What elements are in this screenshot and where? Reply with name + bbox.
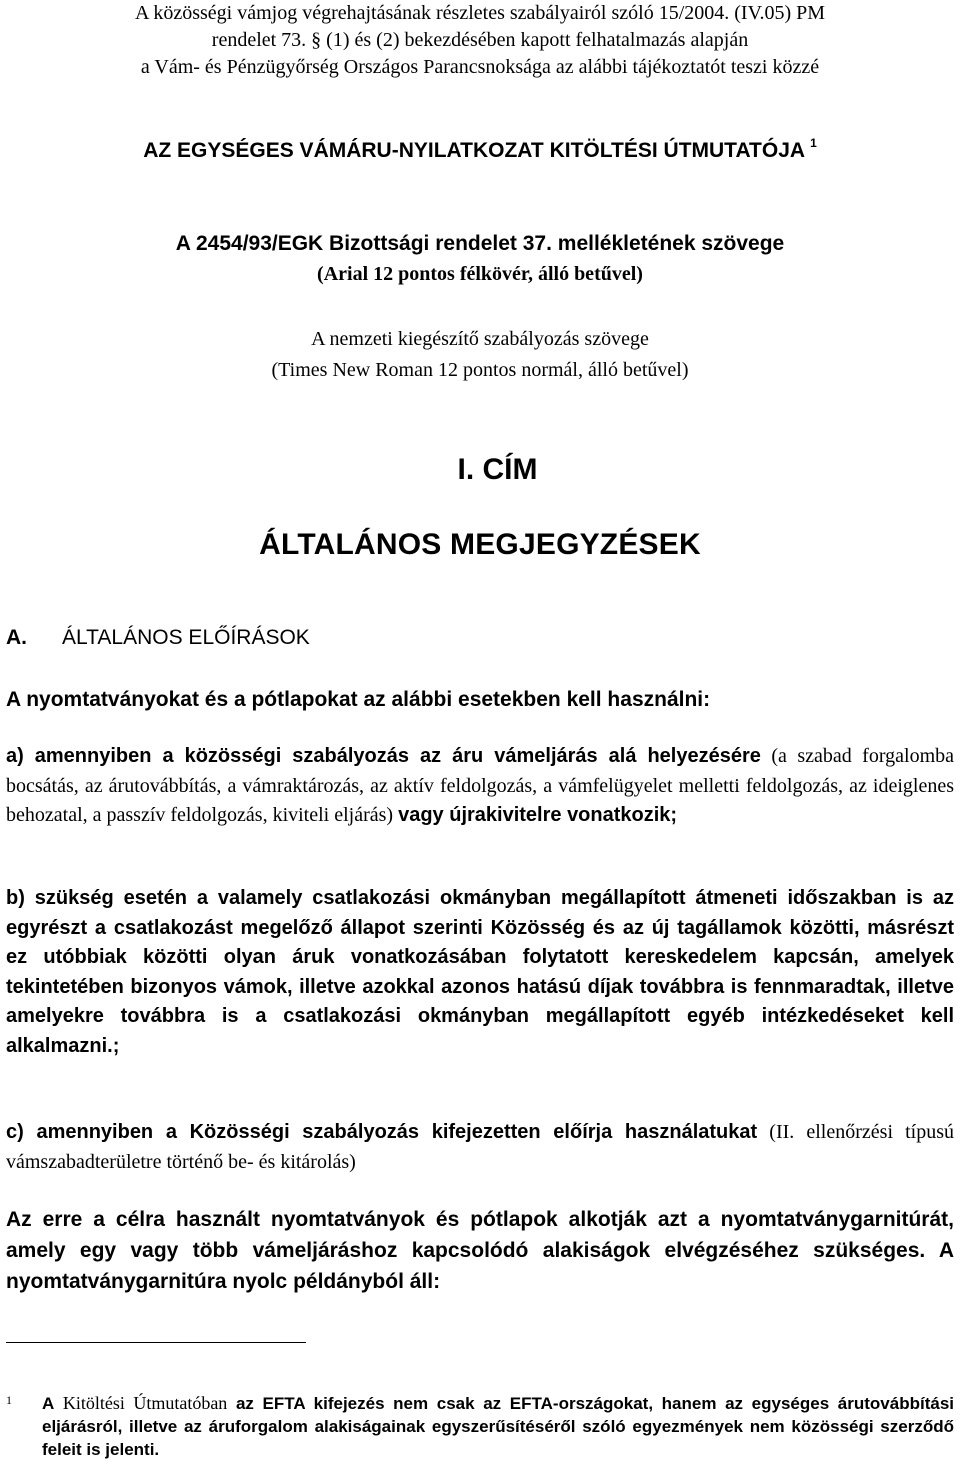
item-a-normal: (a szabad forgalomba bocsátás, az árutovábbítás, a vámraktározás, az aktív feldolgozás, a vámfelügyelet melletti feldolgozás, az ideiglenes behozatal, a passzív feldolgozás, kiviteli eljárás) xyxy=(6,745,955,826)
legend-normal-line: (Times New Roman 12 pontos normál, álló betűvel) xyxy=(271,359,689,381)
intro-line: rendelet 73. § (1) és (2) bekezdésében kapott felhatalmazás alapján xyxy=(211,29,749,51)
footnote-mark: 1 xyxy=(6,1393,12,1407)
item-c-bold: c) amennyiben a Közösségi szabályozás kifejezetten előírja használatukat xyxy=(6,1121,758,1143)
list-item-c xyxy=(6,1118,954,1177)
section-label: A. xyxy=(6,626,27,649)
lead-sentence: A nyomtatványokat és a pótlapokat az alábbi esetekben kell használni: xyxy=(6,688,711,711)
document-title xyxy=(0,138,960,163)
section-title: ÁLTALÁNOS ELŐÍRÁSOK xyxy=(62,626,310,649)
legend-normal-line: A nemzeti kiegészítő szabályozás szövege xyxy=(311,328,649,350)
legend-bold-line: (Arial 12 pontos félkövér, álló betűvel) xyxy=(317,263,643,285)
footnote xyxy=(6,1392,954,1461)
document-title-text: AZ EGYSÉGES VÁMÁRU-NYILATKOZAT KITÖLTÉSI ÚTMUTATÓJA xyxy=(143,139,805,162)
footnote-bold-rest: az EFTA kifejezés nem csak az EFTA-országokat, hanem az egységes árutovábbítási eljárásról, illetve az áruforgalom alakiságainak egyszerűsítéséről szóló egyezmények nem közösségi szerződő feleit is jelenti. xyxy=(42,1394,954,1459)
legend-normal xyxy=(0,324,960,386)
intro-block xyxy=(0,0,960,81)
item-b-bold: b) szükség esetén a valamely csatlakozási okmányban megállapított átmeneti időszakban is az egyrészt a csatlakozást megelőző állapot szerinti Közösség és az új tagállamok közötti, másrészt ez utóbbiak közötti olyan áruk vonatkozásában folytatott kereskedelem kapcsán, amelyek tekintetében bizonyos vámok, illetve azokkal azonos hatású díjak továbbra is fennmaradtak, illetve amelyekre továbbra is a csatlakozási okmányban megállapított egyéb intézkedéseket kell alkalmazni.; xyxy=(6,887,954,1057)
footnote-text xyxy=(42,1392,954,1461)
intro-line: a Vám- és Pénzügyőrség Országos Parancsnoksága az alábbi tájékoztatót teszi közzé xyxy=(140,56,820,78)
intro-line: A közösségi vámjog végrehajtásának részletes szabályairól szóló 15/2004. (IV.05) PM xyxy=(134,2,826,24)
chapter-title: ÁLTALÁNOS MEGJEGYZÉSEK xyxy=(259,528,701,561)
item-c-normal: (II. ellenőrzési típusú vámszabadterületre történő be- és kitárolás) xyxy=(6,1121,955,1173)
footnote-normal: Kitöltési Útmutatóban xyxy=(62,1393,228,1413)
item-a-bold: a) amennyiben a közösségi szabályozás az áru vámeljárás alá helyezésére xyxy=(6,745,761,767)
footnote-bold-a: A xyxy=(42,1394,55,1413)
list-item-a xyxy=(6,742,954,831)
footnote-reference: 1 xyxy=(810,136,817,150)
section-heading xyxy=(6,626,310,650)
chapter-number: I. CÍM xyxy=(457,453,538,486)
legend-bold xyxy=(0,228,960,290)
footnote-separator xyxy=(6,1342,306,1343)
body-paragraph: Az erre a célra használt nyomtatványok és pótlapok alkotják azt a nyomtatványgarnitúrát, amely egy vagy több vámeljáráshoz kapcsolódó alakiságok elvégzéséhez szükséges. A nyomtatványgarnitúra nyolc példányból áll: xyxy=(6,1208,954,1293)
item-a-bold-end: vagy újrakivitelre vonatkozik; xyxy=(398,804,678,826)
legend-bold-line: A 2454/93/EGK Bizottsági rendelet 37. mellékletének szövege xyxy=(175,232,785,255)
list-item-b xyxy=(6,884,954,1061)
